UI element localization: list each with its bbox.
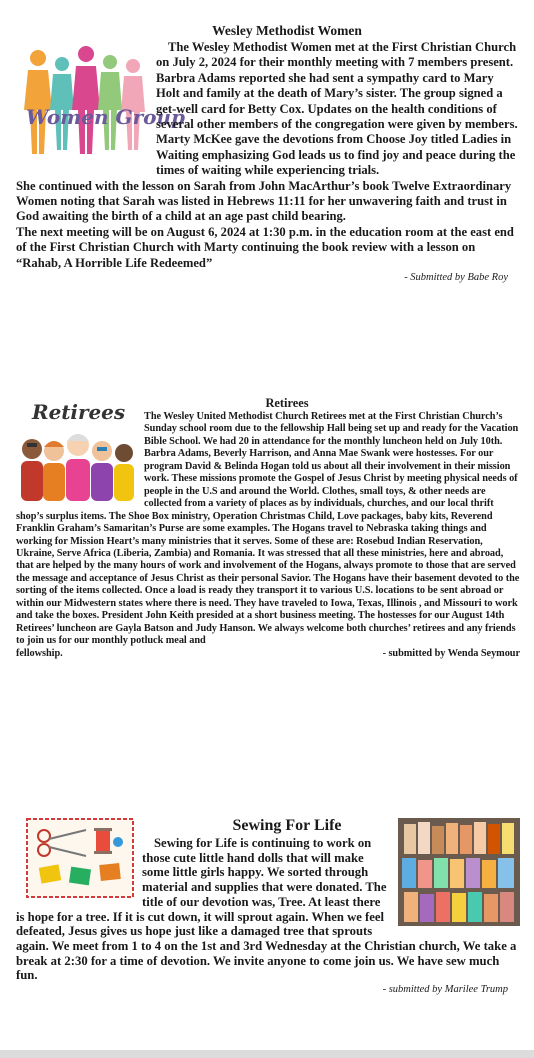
- retirees-paragraph: The Wesley United Methodist Church Retirees met at the First Christian Church’s Sunday school room due to the fellowship Hall being set up and ready for the Vacation Bible School. We had 20 in attendance for the monthly luncheon held on July 10th. Barbra Adams, Beverly Harrison, and Anna Mae Swank were hostesses. For our program David & Belinda Hogan told us about all their involvement in their mission work. These missions promote the Gospel of Jesus Christ by meeting physical needs of people in the U.S and around the World. Clothes, small toys, & other needs are collected from a variety of places as by individuals, churches, and our local thrift shop’s surplus items. The Shoe Box ministry, Operation Christmas Child, Love packages, baby kits, Reverend Franklin Graham’s Samaritan’s Purse are some examples. The Hogans travel to Nebraska taking things and working for Mission Heart’s many ministries that it serves. Some of these are: Rosebud Indian Reservation, Ukraine, Serve Africa (Liberia, Zambia) and Romania. It was stressed that all these ministries, here and abroad, that are helped by the many hours of work and involvement of the Hogans, always promote to those that are served the message and acceptance of Jesus Christ as their personal Savior. The Hogans have their basement devoted to the sorting of the items collected. Once a load is ready they transport it to various U.S. locations to be sent abroad or within our Midwestern states where there is need. They have traveled to Iowa, Texas, Illinois , and Missouri to work and take the boxes. President John Keith presided at a short business meeting. The hostesses for our August 14th Retirees’ luncheon are Gayla Batson and Judy Hanson. We always welcome both churches’ retirees and any friends to join us for our monthly potluck meal and: [16, 411, 520, 647]
- wmw-paragraph-1: The Wesley Methodist Women met at the First Christian Church on July 2, 2024 for their monthly meeting with 7 members present.: [156, 40, 517, 70]
- sewing-paragraph: Sewing for Life is continuing to work on those cute little hand dolls that will make some little girls happy. We sorted through material and supplies that were donated. The title of our devotion was, Tree. At least there is hope for a tree. If it is cut down, it will sprout again. When we feel defeated, Jesus gives us hope just like a damaged tree that sprouts again. We meet from 1 to 4 on the 1st and 3rd Wednesday at the Christian church, We take a break at 2:30 for a time of devotion. We invite anyone to come join us. We have sew much fun.: [16, 836, 517, 983]
- sewing-for-life-section: [0, 816, 534, 1030]
- retiree-person-3: [66, 434, 90, 501]
- wmw-credit: - Submitted by Babe Roy: [404, 272, 508, 284]
- retirees-section: [0, 396, 534, 808]
- doll-row-bottom: [404, 892, 514, 922]
- sewing-body: [0, 836, 534, 983]
- women-figure-3: [72, 46, 100, 154]
- page-bottom-bar: [0, 1050, 534, 1058]
- button-icon: [113, 837, 123, 847]
- wmw-body: [0, 40, 534, 271]
- retiree-person-2: [43, 441, 65, 501]
- women-figure-2: [50, 57, 74, 150]
- retirees-body: [0, 400, 534, 660]
- women-group-logo-image: [18, 44, 186, 162]
- retirees-last-word: fellowship.: [16, 647, 63, 659]
- retiree-person-5: [114, 444, 134, 501]
- women-figure-4: [98, 55, 122, 150]
- wmw-paragraph-5: The next meeting will be on August 6, 2024 at 1:30 p.m. in the education room at the east end of the First Christian Church with Marty continuing the book review with a lesson on “Rahab, A Horrible Life Redeemed”: [16, 224, 514, 270]
- retirees-last-line: [16, 648, 520, 660]
- sewing-title: Sewing For Life: [232, 817, 342, 834]
- retiree-person-1: [21, 439, 43, 501]
- retirees-credit: - submitted by Wenda Seymour: [382, 647, 520, 659]
- wmw-paragraph-2: Barbra Adams reported she had sent a sympathy card to Mary Holt and family at the death of Mary’s sister. The group signed a get-well card for Betty Cox. Updates on the health conditions of several other members of the congregation were given by members.: [156, 70, 518, 132]
- logo-text: Women Group: [26, 105, 186, 129]
- hand-dolls-photo: [398, 818, 520, 926]
- retiree-person-4: [91, 441, 113, 501]
- retirees-cartoon-image: [18, 397, 136, 505]
- wmw-paragraph-4: She continued with the lesson on Sarah from John MacArthur’s book Twelve Extraordinary Women noting that Sarah was listed in Hebrews 11:11 for her unwavering faith and trust in God awaiting the birth of a child at an age past child bearing.: [16, 178, 512, 224]
- retirees-title: Retirees: [265, 396, 309, 410]
- wmw-title: Wesley Methodist Women: [212, 23, 362, 38]
- retirees-logo-text: Retirees: [32, 400, 126, 424]
- thread-spool-icon: [94, 828, 112, 854]
- sewing-credit: - submitted by Marilee Trump: [382, 984, 508, 996]
- women-figure-1: [24, 50, 52, 154]
- sewing-supplies-image: [26, 818, 134, 898]
- wesley-methodist-women-section: [0, 22, 534, 392]
- wmw-paragraph-3: Marty McKee gave the devotions from Choose Joy titled Ladies in Waiting emphasizing God leads us to find joy and peace during the times of waiting while experiencing trials.: [156, 132, 516, 178]
